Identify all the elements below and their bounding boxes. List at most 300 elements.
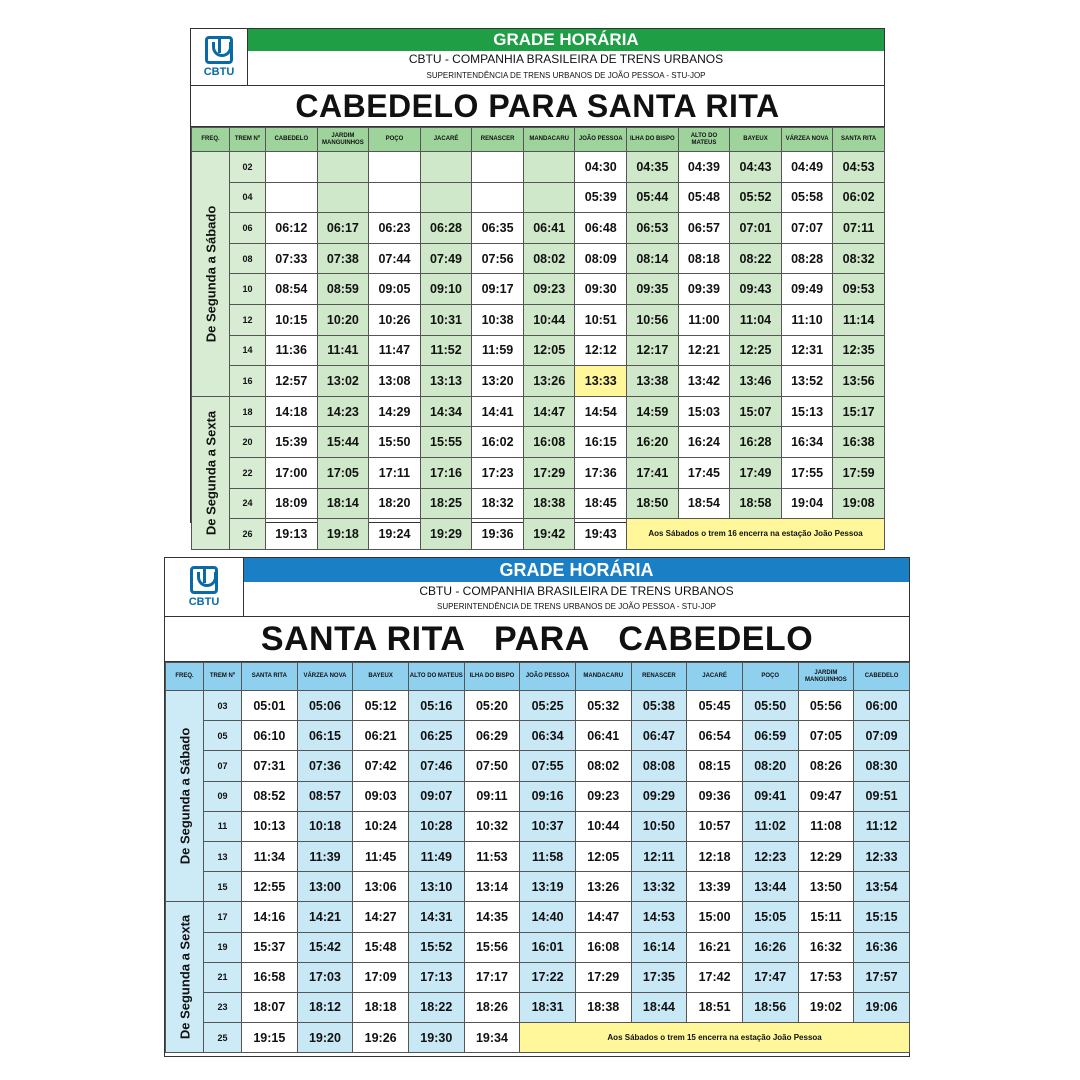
- time-cell: 12:29: [798, 841, 854, 871]
- time-cell: 10:56: [627, 304, 679, 335]
- time-cell: 12:18: [687, 841, 743, 871]
- station-header: VÁRZEA NOVA: [297, 663, 353, 691]
- table-row: [166, 751, 910, 781]
- table-row: [192, 335, 885, 366]
- time-cell: 16:36: [854, 932, 910, 962]
- train-number-header: TREM Nº: [230, 128, 266, 152]
- time-cell: 15:17: [833, 396, 885, 427]
- station-header: ALTO DO MATEUS: [678, 128, 730, 152]
- time-cell: 19:20: [297, 1023, 353, 1053]
- time-cell: 10:24: [353, 811, 409, 841]
- freq-header: FREQ.: [192, 128, 230, 152]
- schedule-table: [165, 662, 910, 1053]
- time-cell: 16:21: [687, 932, 743, 962]
- time-cell: 19:08: [833, 488, 885, 519]
- time-cell: 09:30: [575, 274, 627, 305]
- time-cell: 12:11: [631, 841, 687, 871]
- time-cell: 09:10: [420, 274, 472, 305]
- station-header: SANTA RITA: [242, 663, 298, 691]
- station-header: JACARÉ: [420, 128, 472, 152]
- time-cell: 17:29: [523, 457, 575, 488]
- time-cell: 15:42: [297, 932, 353, 962]
- train-number: 13: [204, 841, 242, 871]
- train-number: 26: [230, 519, 266, 550]
- table-row: [192, 304, 885, 335]
- cbtu-logo-icon: [190, 566, 218, 594]
- time-cell: 17:35: [631, 962, 687, 992]
- banner-title: GRADE HORÁRIA: [248, 29, 884, 51]
- time-cell: 11:47: [369, 335, 421, 366]
- table-row: [166, 781, 910, 811]
- time-cell: 13:26: [575, 872, 631, 902]
- time-cell: 16:34: [781, 427, 833, 458]
- station-header: BAYEUX: [730, 128, 782, 152]
- time-cell: 18:51: [687, 992, 743, 1022]
- time-cell: 09:03: [353, 781, 409, 811]
- time-cell: 04:53: [833, 152, 885, 183]
- time-cell: 17:42: [687, 962, 743, 992]
- freq-header: FREQ.: [166, 663, 204, 691]
- time-cell: 05:06: [297, 691, 353, 721]
- time-cell: 07:55: [520, 751, 576, 781]
- time-cell: 16:01: [520, 932, 576, 962]
- time-cell: 06:10: [242, 721, 298, 751]
- time-cell: [266, 182, 318, 213]
- time-cell: 06:54: [687, 721, 743, 751]
- time-cell: 08:54: [266, 274, 318, 305]
- time-cell: 17:29: [575, 962, 631, 992]
- organization-name: CBTU - COMPANHIA BRASILEIRA DE TRENS URBANOS: [408, 52, 724, 66]
- time-cell: 14:31: [408, 902, 464, 932]
- time-cell: 15:15: [854, 902, 910, 932]
- train-number: 16: [230, 366, 266, 397]
- time-cell: 12:17: [627, 335, 679, 366]
- time-cell: 18:26: [464, 992, 520, 1022]
- time-cell: 06:25: [408, 721, 464, 751]
- time-cell: 09:05: [369, 274, 421, 305]
- time-cell: 13:44: [742, 872, 798, 902]
- time-cell: [317, 182, 369, 213]
- time-cell: 08:14: [627, 243, 679, 274]
- train-number: 07: [204, 751, 242, 781]
- time-cell: 18:44: [631, 992, 687, 1022]
- train-number: 11: [204, 811, 242, 841]
- time-cell: 07:05: [798, 721, 854, 751]
- time-cell: 14:40: [520, 902, 576, 932]
- time-cell: 12:35: [833, 335, 885, 366]
- time-cell: 10:57: [687, 811, 743, 841]
- time-cell: 08:02: [575, 751, 631, 781]
- time-cell: 10:15: [266, 304, 318, 335]
- train-number: 25: [204, 1023, 242, 1053]
- time-cell: 09:07: [408, 781, 464, 811]
- time-cell: 12:25: [730, 335, 782, 366]
- time-cell: 13:26: [523, 366, 575, 397]
- train-number: 04: [230, 182, 266, 213]
- time-cell: 10:38: [472, 304, 524, 335]
- time-cell: 06:57: [678, 213, 730, 244]
- time-cell: 15:56: [464, 932, 520, 962]
- time-cell: 11:59: [472, 335, 524, 366]
- time-cell: 07:31: [242, 751, 298, 781]
- time-cell: 08:08: [631, 751, 687, 781]
- time-cell: 14:41: [472, 396, 524, 427]
- time-cell: 06:12: [266, 213, 318, 244]
- time-cell: 17:49: [730, 457, 782, 488]
- time-cell: 07:01: [730, 213, 782, 244]
- time-cell: 05:52: [730, 182, 782, 213]
- time-cell: [369, 152, 421, 183]
- table-row: [166, 841, 910, 871]
- train-number: 05: [204, 721, 242, 751]
- time-cell: 07:38: [317, 243, 369, 274]
- time-cell: 11:49: [408, 841, 464, 871]
- table-row: [192, 457, 885, 488]
- time-cell: [523, 182, 575, 213]
- time-cell: 12:12: [575, 335, 627, 366]
- time-cell: 08:59: [317, 274, 369, 305]
- station-header: RENASCER: [472, 128, 524, 152]
- station-header: JOÃO PESSOA: [520, 663, 576, 691]
- banner-title: GRADE HORÁRIA: [244, 558, 909, 582]
- superintendence-name: SUPERINTENDÊNCIA DE TRENS URBANOS DE JOÃO PESSOA - STU-JOP: [426, 71, 706, 80]
- train-number: 14: [230, 335, 266, 366]
- time-cell: 08:26: [798, 751, 854, 781]
- time-cell: 06:23: [369, 213, 421, 244]
- time-cell: 08:32: [833, 243, 885, 274]
- table-row: [166, 1023, 910, 1053]
- time-cell: [420, 152, 472, 183]
- time-cell: 10:51: [575, 304, 627, 335]
- time-cell: 07:09: [854, 721, 910, 751]
- cbtu-logo: [191, 29, 248, 85]
- time-cell: 04:49: [781, 152, 833, 183]
- time-cell: 06:41: [523, 213, 575, 244]
- time-cell: 15:55: [420, 427, 472, 458]
- time-cell: 09:29: [631, 781, 687, 811]
- time-cell: 09:17: [472, 274, 524, 305]
- time-cell: 13:39: [687, 872, 743, 902]
- time-cell: 13:42: [678, 366, 730, 397]
- time-cell: 13:52: [781, 366, 833, 397]
- logo-text: CBTU: [188, 596, 220, 608]
- time-cell: [317, 152, 369, 183]
- time-cell: 05:56: [798, 691, 854, 721]
- time-cell: 19:24: [369, 519, 421, 550]
- train-number: 18: [230, 396, 266, 427]
- time-cell: 12:55: [242, 872, 298, 902]
- time-cell: 09:51: [854, 781, 910, 811]
- time-cell: 14:53: [631, 902, 687, 932]
- time-cell: 08:22: [730, 243, 782, 274]
- time-cell: 06:02: [833, 182, 885, 213]
- time-cell: 08:30: [854, 751, 910, 781]
- time-cell: 05:01: [242, 691, 298, 721]
- time-cell: 19:13: [266, 519, 318, 550]
- time-cell: 11:53: [464, 841, 520, 871]
- station-header: MANDACARU: [575, 663, 631, 691]
- time-cell: 11:45: [353, 841, 409, 871]
- table-row: [166, 872, 910, 902]
- time-cell: 13:00: [297, 872, 353, 902]
- time-cell: 07:56: [472, 243, 524, 274]
- time-cell: 12:05: [523, 335, 575, 366]
- time-cell: 13:20: [472, 366, 524, 397]
- time-cell: 17:22: [520, 962, 576, 992]
- time-cell: 14:18: [266, 396, 318, 427]
- time-cell: 10:32: [464, 811, 520, 841]
- time-cell: 15:00: [687, 902, 743, 932]
- cbtu-logo-icon: [205, 36, 233, 64]
- train-number: 21: [204, 962, 242, 992]
- train-number-header: TREM Nº: [204, 663, 242, 691]
- time-cell: 05:45: [687, 691, 743, 721]
- time-cell: 17:13: [408, 962, 464, 992]
- time-cell: 14:23: [317, 396, 369, 427]
- time-cell: 18:14: [317, 488, 369, 519]
- train-number: 24: [230, 488, 266, 519]
- time-cell: 09:23: [523, 274, 575, 305]
- time-cell: 16:15: [575, 427, 627, 458]
- time-cell: 19:36: [472, 519, 524, 550]
- frequency-label: De Segunda a Sexta: [177, 915, 192, 1040]
- time-cell: 10:28: [408, 811, 464, 841]
- station-header: CABEDELO: [266, 128, 318, 152]
- train-number: 03: [204, 691, 242, 721]
- time-cell: 15:44: [317, 427, 369, 458]
- time-cell: 14:27: [353, 902, 409, 932]
- time-cell: [472, 152, 524, 183]
- time-cell: 07:46: [408, 751, 464, 781]
- time-cell: 08:28: [781, 243, 833, 274]
- time-cell: 06:21: [353, 721, 409, 751]
- time-cell: 07:33: [266, 243, 318, 274]
- time-cell: 05:12: [353, 691, 409, 721]
- time-cell: [472, 182, 524, 213]
- time-cell: 19:04: [781, 488, 833, 519]
- station-header: POÇO: [369, 128, 421, 152]
- timetable-cabedelo-santa-rita: [190, 28, 885, 541]
- time-cell: 18:22: [408, 992, 464, 1022]
- time-cell: 12:21: [678, 335, 730, 366]
- time-cell: 06:17: [317, 213, 369, 244]
- time-cell: 15:52: [408, 932, 464, 962]
- train-number: 09: [204, 781, 242, 811]
- time-cell: 13:32: [631, 872, 687, 902]
- time-cell: 14:47: [523, 396, 575, 427]
- time-cell: 12:31: [781, 335, 833, 366]
- time-cell: 16:38: [833, 427, 885, 458]
- time-cell: 19:15: [242, 1023, 298, 1053]
- time-cell: 13:54: [854, 872, 910, 902]
- time-cell: 07:11: [833, 213, 885, 244]
- time-cell: 13:19: [520, 872, 576, 902]
- time-cell: 18:12: [297, 992, 353, 1022]
- time-cell: 06:00: [854, 691, 910, 721]
- time-cell: 15:39: [266, 427, 318, 458]
- time-cell: [523, 152, 575, 183]
- time-cell: 13:10: [408, 872, 464, 902]
- sheet-header: [191, 29, 884, 86]
- time-cell: 19:42: [523, 519, 575, 550]
- table-row: [192, 243, 885, 274]
- sheet-header: [165, 558, 909, 617]
- time-cell: 05:48: [678, 182, 730, 213]
- time-cell: 15:37: [242, 932, 298, 962]
- time-cell: 14:34: [420, 396, 472, 427]
- time-cell: 11:39: [297, 841, 353, 871]
- time-cell: 05:38: [631, 691, 687, 721]
- table-row: [192, 488, 885, 519]
- frequency-label-cell: [192, 152, 230, 397]
- train-number: 23: [204, 992, 242, 1022]
- time-cell: 19:29: [420, 519, 472, 550]
- time-cell: 18:38: [523, 488, 575, 519]
- train-number: 15: [204, 872, 242, 902]
- table-row: [166, 962, 910, 992]
- time-cell: 18:18: [353, 992, 409, 1022]
- time-cell: 04:30: [575, 152, 627, 183]
- logo-text: CBTU: [203, 66, 235, 78]
- frequency-label-cell: [166, 902, 204, 1053]
- time-cell: 06:53: [627, 213, 679, 244]
- time-cell: 06:28: [420, 213, 472, 244]
- time-cell: 19:18: [317, 519, 369, 550]
- time-cell: 07:42: [353, 751, 409, 781]
- time-cell: 08:15: [687, 751, 743, 781]
- time-cell: 18:25: [420, 488, 472, 519]
- time-cell: 15:13: [781, 396, 833, 427]
- time-cell: 09:39: [678, 274, 730, 305]
- time-cell: 17:53: [798, 962, 854, 992]
- schedule-table: [191, 127, 885, 550]
- time-cell: 09:47: [798, 781, 854, 811]
- frequency-label-cell: [192, 396, 230, 549]
- time-cell: 18:45: [575, 488, 627, 519]
- time-cell: 09:11: [464, 781, 520, 811]
- time-cell: 17:36: [575, 457, 627, 488]
- time-cell: 06:47: [631, 721, 687, 751]
- time-cell: 04:43: [730, 152, 782, 183]
- time-cell: 18:20: [369, 488, 421, 519]
- time-cell: 12:57: [266, 366, 318, 397]
- time-cell: 13:33: [575, 366, 627, 397]
- time-cell: 09:36: [687, 781, 743, 811]
- time-cell: 07:36: [297, 751, 353, 781]
- table-row: [192, 213, 885, 244]
- time-cell: 08:57: [297, 781, 353, 811]
- time-cell: 16:02: [472, 427, 524, 458]
- time-cell: 11:36: [266, 335, 318, 366]
- time-cell: 11:12: [854, 811, 910, 841]
- train-number: 19: [204, 932, 242, 962]
- time-cell: 14:29: [369, 396, 421, 427]
- time-cell: 10:20: [317, 304, 369, 335]
- station-header: JARDIM MANGUINHOS: [317, 128, 369, 152]
- train-number: 06: [230, 213, 266, 244]
- time-cell: 13:06: [353, 872, 409, 902]
- time-cell: 18:54: [678, 488, 730, 519]
- train-number: 12: [230, 304, 266, 335]
- time-cell: 15:50: [369, 427, 421, 458]
- time-cell: 05:39: [575, 182, 627, 213]
- time-cell: 07:07: [781, 213, 833, 244]
- time-cell: 15:11: [798, 902, 854, 932]
- time-cell: 12:23: [742, 841, 798, 871]
- table-row: [166, 721, 910, 751]
- time-cell: 09:43: [730, 274, 782, 305]
- train-number: 20: [230, 427, 266, 458]
- time-cell: 06:35: [472, 213, 524, 244]
- table-row: [166, 691, 910, 721]
- time-cell: 11:10: [781, 304, 833, 335]
- time-cell: 08:02: [523, 243, 575, 274]
- station-header: ILHA DO BISPO: [464, 663, 520, 691]
- station-header: POÇO: [742, 663, 798, 691]
- time-cell: 13:56: [833, 366, 885, 397]
- table-row: [166, 902, 910, 932]
- time-cell: 05:32: [575, 691, 631, 721]
- time-cell: 16:08: [575, 932, 631, 962]
- time-cell: 08:18: [678, 243, 730, 274]
- time-cell: 14:59: [627, 396, 679, 427]
- frequency-label: De Segunda a Sexta: [203, 410, 218, 535]
- time-cell: 13:38: [627, 366, 679, 397]
- time-cell: 10:44: [523, 304, 575, 335]
- time-cell: 15:03: [678, 396, 730, 427]
- time-cell: 14:16: [242, 902, 298, 932]
- time-cell: 18:32: [472, 488, 524, 519]
- station-header: BAYEUX: [353, 663, 409, 691]
- time-cell: 14:47: [575, 902, 631, 932]
- time-cell: [266, 152, 318, 183]
- time-cell: 17:11: [369, 457, 421, 488]
- time-cell: 08:20: [742, 751, 798, 781]
- time-cell: 19:34: [464, 1023, 520, 1053]
- time-cell: 10:18: [297, 811, 353, 841]
- time-cell: 19:30: [408, 1023, 464, 1053]
- time-cell: 04:39: [678, 152, 730, 183]
- saturday-note: Aos Sábados o trem 16 encerra na estação João Pessoa: [627, 519, 885, 550]
- station-header: JOÃO PESSOA: [575, 128, 627, 152]
- table-row: [192, 427, 885, 458]
- time-cell: 09:23: [575, 781, 631, 811]
- table-row: [192, 274, 885, 305]
- timetable-santa-rita-cabedelo: [164, 557, 910, 1057]
- time-cell: 12:33: [854, 841, 910, 871]
- time-cell: 19:26: [353, 1023, 409, 1053]
- time-cell: 06:29: [464, 721, 520, 751]
- time-cell: 16:20: [627, 427, 679, 458]
- time-cell: 05:50: [742, 691, 798, 721]
- table-row: [192, 519, 885, 550]
- time-cell: 14:54: [575, 396, 627, 427]
- time-cell: 07:44: [369, 243, 421, 274]
- time-cell: 11:02: [742, 811, 798, 841]
- time-cell: 13:14: [464, 872, 520, 902]
- time-cell: 16:24: [678, 427, 730, 458]
- frequency-label: De Segunda a Sábado: [203, 205, 218, 343]
- time-cell: 07:50: [464, 751, 520, 781]
- time-cell: 17:55: [781, 457, 833, 488]
- time-cell: 06:41: [575, 721, 631, 751]
- time-cell: 18:56: [742, 992, 798, 1022]
- time-cell: [369, 182, 421, 213]
- train-number: 02: [230, 152, 266, 183]
- time-cell: 13:02: [317, 366, 369, 397]
- time-cell: 16:58: [242, 962, 298, 992]
- time-cell: 15:48: [353, 932, 409, 962]
